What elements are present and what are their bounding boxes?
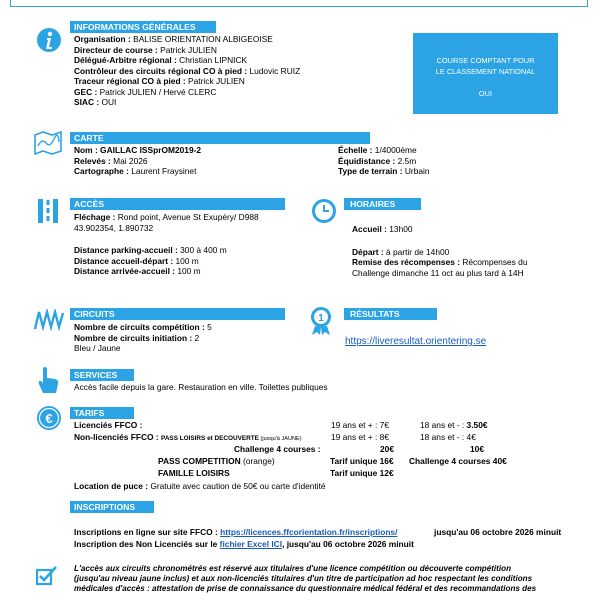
tarif-challenge-label: Challenge 4 courses : xyxy=(234,444,321,454)
svg-text:€: € xyxy=(45,411,53,426)
circuits-info xyxy=(74,322,212,354)
tarif-licencies-label: Licenciés FFCO : xyxy=(74,420,143,430)
acces-line-flechage: Fléchage : Rond point, Avenue St Exupéry/ D988 xyxy=(74,212,259,222)
euro-icon xyxy=(36,405,62,434)
general-info-list xyxy=(74,34,300,108)
resultats-link[interactable]: https://liveresultat.orientering.se xyxy=(345,336,487,347)
acces-distance-depart: Distance accueil-départ : 100 m xyxy=(74,255,199,266)
road-sign-icon xyxy=(36,198,60,227)
inscriptions-line-nonlicencies: Inscription des Non Licenciés sur le fichier Excel ICI, jusqu'au 06 octobre 2026 minuit xyxy=(74,539,414,549)
carte-right-list xyxy=(338,145,430,177)
tarif-challenge-adult: 20€ xyxy=(380,444,394,454)
inscriptions-ffco-link[interactable]: https://licences.ffcorientation.fr/inscriptions/ xyxy=(220,527,398,537)
tarif-licencies-adult: 19 ans et + : 7€ xyxy=(331,420,389,430)
circuits-icon xyxy=(33,309,65,334)
inscriptions-line-ffco: Inscriptions en ligne sur site FFCO : https://licences.ffcorientation.fr/inscriptions/ xyxy=(74,527,398,537)
section-header-circuits: CIRCUITS xyxy=(70,308,285,320)
tarif-challenge-young: 10€ xyxy=(470,444,484,454)
section-header-services: SERVICES xyxy=(70,369,134,381)
horaires-depart: Départ : à partir de 14h00 xyxy=(352,246,450,257)
ranking-box-line2: LE CLASSEMENT NATIONAL xyxy=(435,67,536,76)
clock-icon xyxy=(311,198,337,227)
tarif-famille: FAMILLE LOISIRS xyxy=(158,468,230,478)
note-line-3: médicales d'accès : attestation de prise de connaissance du questionnaire médical fédéral et des recommandations des xyxy=(74,584,537,594)
pointing-hand-icon xyxy=(36,366,60,397)
section-header-carte: CARTE xyxy=(70,132,370,144)
tarif-nonlicencies-young: 18 ans et - : 4€ xyxy=(420,432,476,442)
services-text: Accès facile depuis la gare. Restauration en ville. Toilettes publiques xyxy=(74,382,328,392)
horaires-remise: Remise des récompenses : Récompenses du xyxy=(352,257,528,268)
general-line-organisation: Organisation : BALISE ORIENTATION ALBIGEOISE xyxy=(74,34,273,44)
access-conditions-note xyxy=(74,564,574,595)
acces-coordinates: 43.902354, 1.890732 xyxy=(74,222,154,233)
acces-distance-arrivee: Distance arrivée-accueil : 100 m xyxy=(74,266,201,277)
general-line-controleur: Contrôleur des circuits régional CO à pied : Ludovic RUIZ xyxy=(74,65,301,76)
tarif-famille-price: Tarif unique 12€ xyxy=(330,468,394,478)
inscriptions-excel-link[interactable]: fichier Excel ICI xyxy=(219,539,283,549)
tarif-location-puce: Location de puce : Gratuite avec caution de 50€ ou carte d'identité xyxy=(74,481,326,491)
carte-line-nom: Nom : GAILLAC ISSprOM2019-2 xyxy=(74,145,202,155)
resultats-link-wrap xyxy=(345,336,486,349)
section-header-tarifs: TARIFS xyxy=(70,407,134,419)
tarif-licencies-young: 18 ans et - : 3.50€ xyxy=(420,420,488,430)
note-line-1: L'accès aux circuits chronométrés est réservé aux titulaires d'une licence compétition ou découverte compétition xyxy=(74,564,512,573)
info-icon xyxy=(36,27,62,56)
section-header-general: INFORMATIONS GÉNÉRALES xyxy=(70,21,216,33)
note-line-2: (jusqu'au niveau jaune inclus) et aux non-licenciés titulaires d'un titre de participation ad hoc respectant les conditions xyxy=(74,574,533,584)
ranking-box-value: OUI xyxy=(478,89,493,98)
inscriptions-ffco-deadline: jusqu'au 06 octobre 2026 minuit xyxy=(434,527,562,537)
section-header-inscriptions: INSCRIPTIONS xyxy=(70,501,154,513)
page-top-border xyxy=(10,0,588,7)
checkbox-icon xyxy=(36,566,58,589)
section-header-acces: ACCÈS xyxy=(70,198,285,210)
general-line-siac: SIAC : OUI xyxy=(74,97,117,108)
tarif-pass-competition-challenge: Challenge 4 courses 40€ xyxy=(409,456,507,466)
tarif-pass-competition-price: Tarif unique 16€ xyxy=(330,456,394,466)
general-line-delegue: Délégué-Arbitre régional : Christian LIPNICK xyxy=(74,55,248,66)
carte-line-releves: Relevés : Mai 2026 xyxy=(74,155,148,166)
horaires-remise-detail: Challenge dimanche 11 oct au plus tard à 14H xyxy=(352,267,524,278)
acces-distance-parking: Distance parking-accueil : 300 à 400 m xyxy=(74,245,227,256)
tarif-nonlicencies-adult: 19 ans et + : 8€ xyxy=(331,432,389,442)
medal-icon xyxy=(309,306,333,339)
circuits-initiation: Nombre de circuits initiation : 2 xyxy=(74,332,200,343)
horaires-info xyxy=(352,224,528,278)
carte-line-terrain: Type de terrain : Urbain xyxy=(338,166,430,177)
circuits-competition: Nombre de circuits compétition : 5 xyxy=(74,322,212,332)
national-ranking-box xyxy=(413,33,558,114)
tarif-pass-competition: PASS COMPETITION (orange) xyxy=(158,456,275,466)
svg-text:1: 1 xyxy=(318,313,324,324)
carte-line-equidistance: Équidistance : 2.5m xyxy=(338,155,417,166)
section-header-horaires: HORAIRES xyxy=(344,198,421,210)
general-line-directeur: Directeur de course : Patrick JULIEN xyxy=(74,44,217,55)
general-line-gec: GEC : Patrick JULIEN / Hervé CLERC xyxy=(74,86,217,97)
carte-line-echelle: Échelle : 1/4000ème xyxy=(338,145,417,155)
carte-left-list xyxy=(74,145,201,177)
acces-info xyxy=(74,212,259,277)
general-line-traceur: Traceur régional CO à pied : Patrick JULIEN xyxy=(74,76,245,87)
carte-line-cartographe: Cartographe : Laurent Fraysinet xyxy=(74,166,197,177)
section-header-resultats: RÉSULTATS xyxy=(344,308,437,320)
horaires-accueil: Accueil : 13h00 xyxy=(352,224,413,234)
circuits-colors: Bleu / Jaune xyxy=(74,343,121,354)
map-icon xyxy=(34,131,62,158)
ranking-box-line1: COURSE COMPTANT POUR xyxy=(436,56,535,65)
tarif-nonlicencies-label: Non-licenciés FFCO : PASS LOISIRS et DECOUVERTE (jusqu'à JAUNE) xyxy=(74,432,302,442)
